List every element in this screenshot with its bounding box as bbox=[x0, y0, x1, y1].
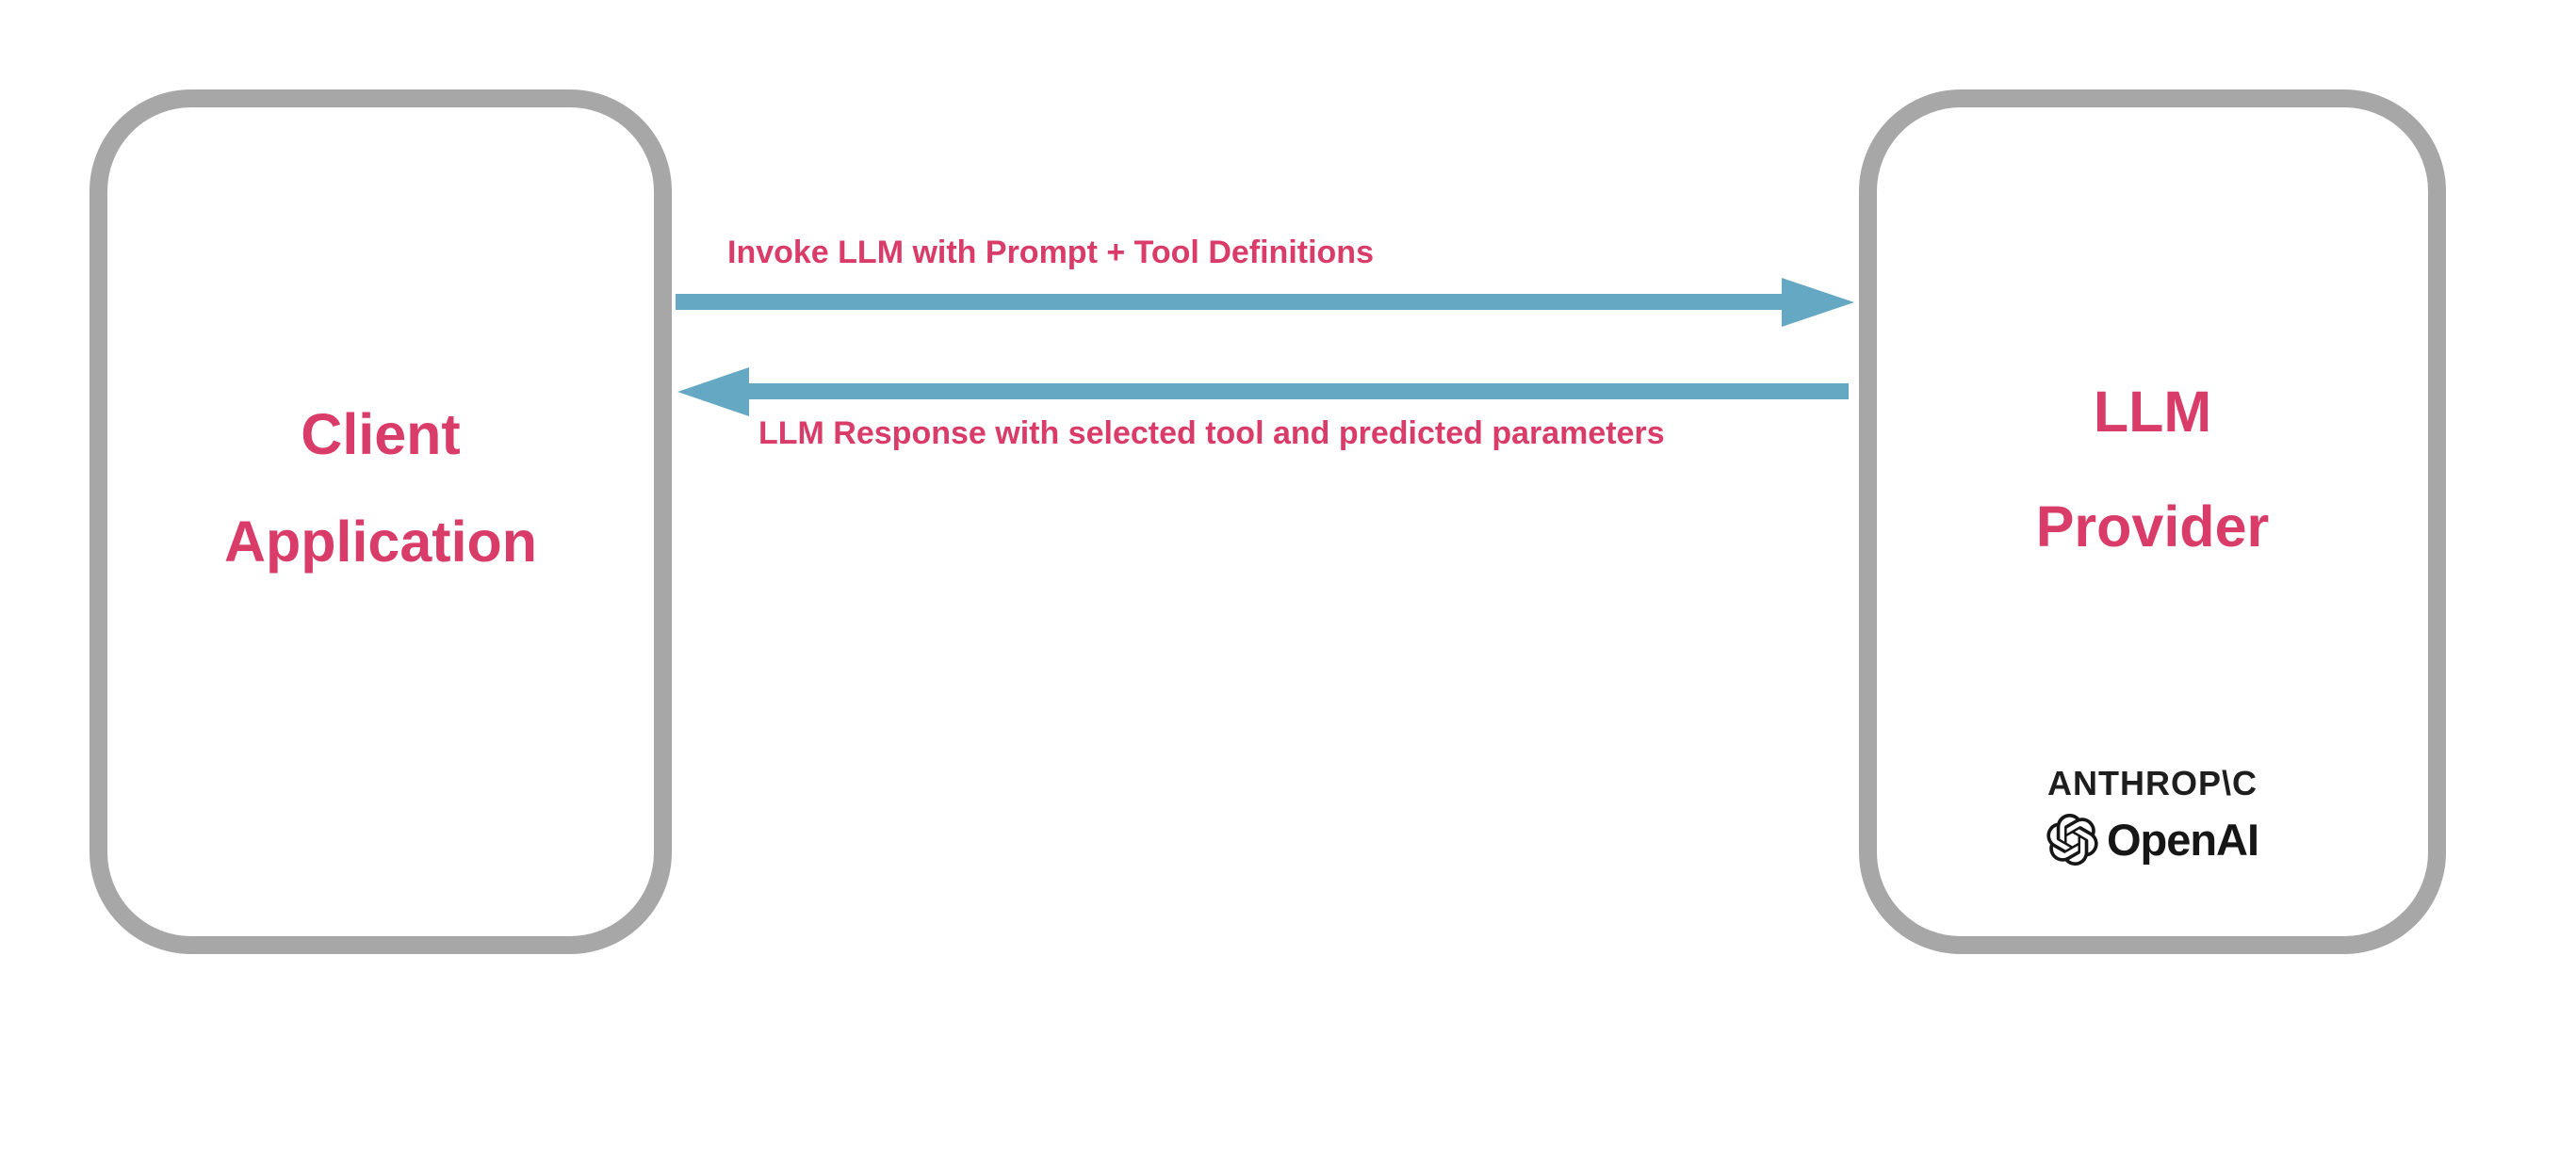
provider-box-title-line1: LLM bbox=[2093, 380, 2212, 444]
client-box-title bbox=[107, 381, 654, 595]
provider-box-title-line2: Provider bbox=[2035, 494, 2270, 559]
provider-box-title bbox=[1877, 354, 2428, 584]
request-arrow-label: Invoke LLM with Prompt + Tool Definitions bbox=[727, 235, 1374, 270]
anthropic-logo-wordmark: ANTHROP\C bbox=[2047, 764, 2258, 802]
response-arrow bbox=[677, 366, 1849, 416]
llm-provider-box bbox=[1859, 89, 2446, 954]
provider-logos bbox=[1877, 764, 2428, 866]
request-arrowhead-icon bbox=[1782, 278, 1854, 327]
openai-logo-wordmark: OpenAI bbox=[2106, 815, 2259, 865]
request-arrow-shaft bbox=[676, 294, 1782, 310]
response-arrow-shaft bbox=[749, 383, 1849, 399]
request-arrow bbox=[676, 277, 1854, 327]
response-arrowhead-icon bbox=[677, 367, 749, 416]
client-application-box bbox=[90, 89, 672, 954]
openai-knot-icon bbox=[2046, 814, 2098, 866]
openai-logo bbox=[2046, 814, 2258, 866]
response-arrow-label: LLM Response with selected tool and predicted parameters bbox=[758, 415, 1665, 451]
client-box-title-line1: Client bbox=[301, 402, 461, 466]
client-box-title-line2: Application bbox=[223, 510, 538, 574]
